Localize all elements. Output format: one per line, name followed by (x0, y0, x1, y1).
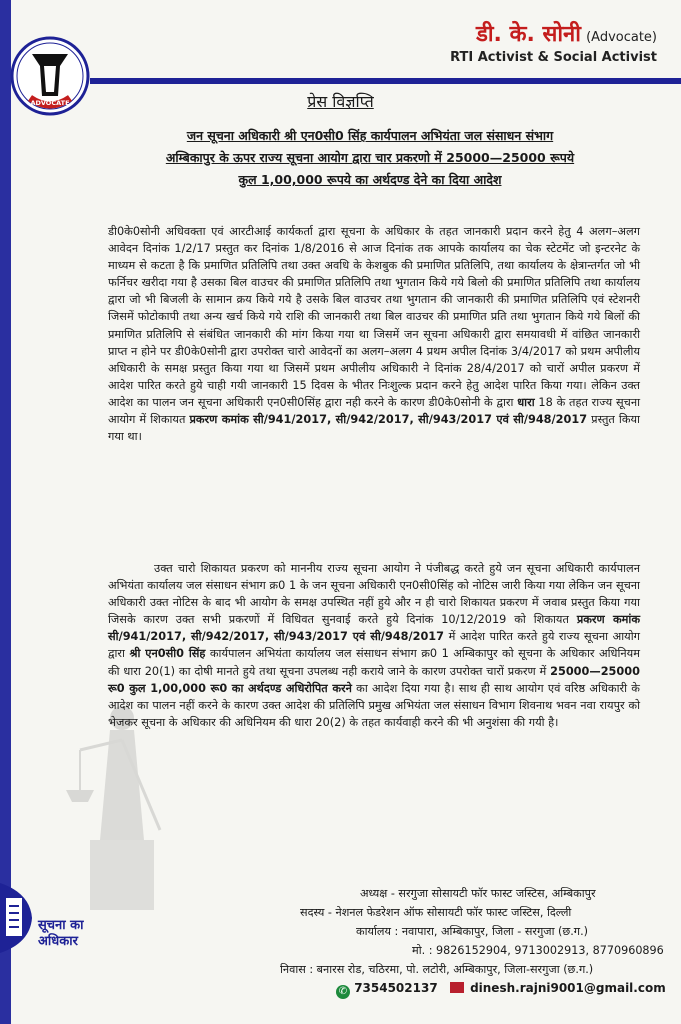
para1-text-1: डी0के0सोनी अधिवक्ता एवं आरटीआई कार्यकर्ता द्वारा सूचना के अधिकार के तहत जानकारी प्रदान करने हेतु 4 अलग–अलग आवेदन दिनांक 1/2/17 प्रस्तुत कर दिनांक 1/8/2016 से आज दिनांक तक आपके कार्यालय का चेक स्टेटमेंट जो इन्टरनेट के माध्यम से कटता है कि प्रमाणित प्रतिलिपि तथा उक्त अवधि के केशबुक की प्रमाणित प्रतिलिपि, तथा कार्यालय के क्षेत्रान्तर्गत जो भी फर्निचर खरीदा गया है उसका बिल वाउचर की प्रमाणित प्रतिलिपि तथा भुगतान किये गये बिलो की प्रमाणित प्रतिलिपि तथा कार्यालय द्वारा जो भी बिजली के सामान क्रय किये गये है उसके बिल वाउचर तथा भुगतान की जानकारी की प्रमाणित प्रतिलिपि एवं स्टेशनरी जिसमें फोटोकापी तथा अन्य खर्च किये गये राशि की जानकारी तथा बिल वाउचर की प्रमाणित प्रति तथा भुगतान किये गये बिलों की प्रमाणित प्रतिलिपि से संबंधित जानकारी की मांग किया गया था जिसमें जन सूचना अधिकारी द्वारा समयावधी में वांछित जानकारी प्राप्त न होने पर डी0के0सोनी द्वारा उपरोक्त चारो आवेदनों का अलग–अलग 4 प्रथम अपील दिनांक 3/4/2017 को प्रथम अपीलीय अधिकारी के समक्ष प्रस्तुत किया गया था जिसमें प्रथम अपीलीय अधिकारी ने दिनांक 28/4/2017 को चारों अपील प्रकरण में आदेश पारित करते हुये चाही गयी जानकारी 15 दिवस के भीतर निःशुल्क प्रदान करने हेतु आदेश पारित किया गया। लेकिन उक्त आदेश का पालन जन सूचना अधिकारी एन0सी0सिंह द्वारा नही करने के कारण डी0के0सोनी के द्वारा (108, 225, 640, 409)
footer-mobile: मो. : 9826152904, 9713002913, 8770960896 (412, 944, 664, 957)
rti-label-line-2: अधिकार (38, 934, 78, 949)
advocate-name: डी. के. सोनी (476, 22, 581, 47)
email-icon (450, 982, 464, 993)
footer-president: अध्यक्ष - सरगुजा सोसायटी फॉर फास्ट जस्टिस, अम्बिकापुर (360, 887, 596, 900)
para1-case-numbers: प्रकरण कमांक सी/941/2017, सी/942/2017, सी/943/2017 एवं सी/948/2017 (189, 413, 588, 427)
email-address: dinesh.rajni9001@gmail.com (470, 981, 666, 995)
para2-penalty: 25000—25000 रू0 कुल 1,00,000 रू0 का अर्थदण्ड अधिरोपित करने (108, 664, 640, 695)
whatsapp-icon: ✆ (336, 985, 350, 999)
para1-text-3: प्रस्तुत किया गया था। (108, 413, 640, 444)
footer-residence: निवास : बनारस रोड, चठिरमा, पो. लटोरी, अम्बिकापुर, जिला-सरगुजा (छ.ग.) (280, 963, 594, 976)
letterhead-brand (450, 18, 657, 65)
body-paragraph-1 (108, 223, 640, 445)
para2-text-4: का आदेश दिया गया है। साथ ही साथ आयोग एवं वरिष्ठ अधिकारी के आदेश का पालन नहीं करने के कारण उक्त आदेश की प्रतिलिपि प्रमुख अभियंता जल संसाधन विभाग शिवनाथ भवन नवा रायपुर को भेजकर सूचना के अधिकार की अधिनियम की धारा 20(2) के तहत कार्यवाही करने की भी अनुशंसा की गयी है। (108, 681, 640, 729)
rti-label (38, 918, 84, 950)
rti-label-line-1: सूचना का (38, 918, 84, 933)
footer-contact-block (280, 884, 670, 999)
headline-line-2: अम्बिकापुर के ऊपर राज्य सूचना आयोग द्वारा चार प्रकरणो में 25000—25000 रूपये (165, 150, 575, 165)
advocate-role: (Advocate) (586, 30, 657, 45)
para1-bold-1: धारा (517, 395, 535, 409)
brand-tagline: RTI Activist & Social Activist (450, 50, 657, 65)
body-paragraph-2 (108, 560, 640, 731)
headline-line-3: कुल 1,00,000 रूपये का अर्थदण्ड देने का दिया आदेश (238, 172, 502, 187)
para2-case-numbers: प्रकरण कमांक सी/941/2017, सी/942/2017, सी/943/2017 एवं सी/948/2017 (108, 613, 640, 644)
para1-text-2: 18 के तहत राज्य सूचना आयोग में शिकायत (108, 395, 641, 427)
whatsapp-number: 7354502137 (354, 981, 438, 995)
header-rule (90, 78, 681, 84)
para2-text-1: उक्त चारो शिकायत प्रकरण को माननीय राज्य सूचना आयोग ने पंजीबद्ध करते हुये जन सूचना अधिकारी कार्यपालन अभियंता कार्यालय जल संसाधन संभाग क्र0 1 के जन सूचना अधिकारी एन0सी0सिंह को नोटिस जारी किया गया लेकिन जन सूचना अधिकारी उक्त नोटिस के बाद भी आयोग के समक्ष उपस्थित नहीं हुये और न ही चारो शिकायत प्रकरण में जवाब प्रस्तुत किया गया जिसके कारण उक्त सभी प्रकरणों में विधिवत सुनवाई करते हुये दिनांक 10/12/2019 को शिकायत (108, 562, 640, 627)
left-border-bar (0, 0, 11, 1024)
svg-text:ADVOCATE: ADVOCATE (30, 99, 70, 107)
para2-text-2: में आदेश पारित करते हुये राज्य सूचना आयोग द्वारा (108, 630, 640, 661)
press-release-title: प्रेस विज्ञप्ति (307, 92, 374, 111)
para2-officer-name: श्री एन0सी0 सिंह (129, 647, 206, 661)
footer-office: कार्यालय : नवापारा, अम्बिकापुर, जिला - सरगुजा (छ.ग.) (356, 925, 589, 938)
headline (110, 125, 630, 191)
para2-text-3: कार्यपालन अभियंता कार्यालय जल संसाधन संभाग क्र0 1 अम्बिकापुर को सूचना के अधिकार अधिनियम की धारा 20(1) का दोषी मानते हुये तथा सूचना उपलब्ध नही कराये जाने के कारण उपरोक्त चारों प्रकरण में (108, 647, 640, 678)
footer-whatsapp-email (280, 979, 670, 999)
footer-member: सदस्य - नेशनल फेडरेशन ऑफ सोसायटी फॉर फास्ट जस्टिस, दिल्ली (300, 906, 572, 919)
headline-line-1: जन सूचना अधिकारी श्री एन0सी0 सिंह कार्यपालन अभियंता जल संसाधन संभाग (186, 128, 554, 143)
